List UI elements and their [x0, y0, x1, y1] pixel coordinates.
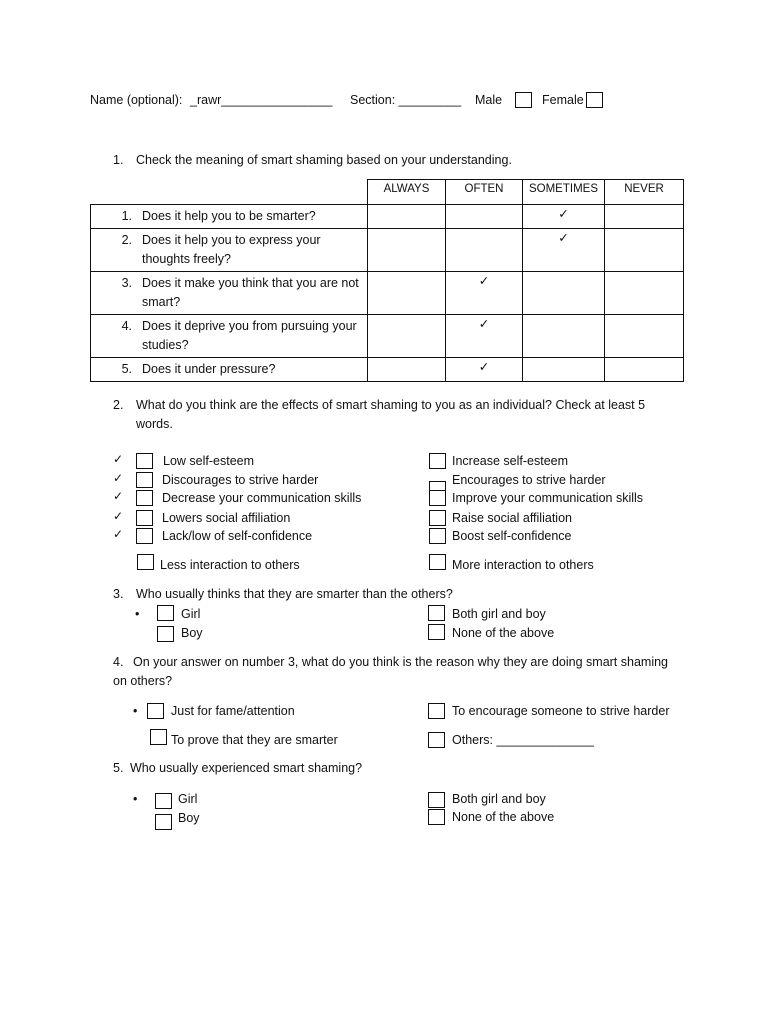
q1-cell-often[interactable]: [446, 229, 523, 272]
name-label: Name (optional):: [90, 93, 183, 107]
q1-col-always: ALWAYS: [368, 180, 446, 205]
q5-girl-checkbox[interactable]: [155, 793, 172, 809]
q2-option-label: Discourages to strive harder: [162, 473, 319, 487]
q1-cell-often[interactable]: [446, 205, 523, 229]
check-icon: ✓: [478, 274, 490, 288]
female-checkbox[interactable]: [586, 92, 603, 108]
q1-cell-often[interactable]: [446, 315, 523, 358]
check-icon: ✓: [113, 471, 124, 485]
table-row: [91, 358, 684, 382]
q4-option-label: To prove that they are smarter: [171, 733, 338, 747]
q2-option-label: Lowers social affiliation: [162, 511, 291, 525]
check-icon: ✓: [478, 317, 490, 331]
q2-prompt-line2: words.: [136, 417, 173, 431]
q2-increase-self-esteem-checkbox[interactable]: [429, 453, 446, 469]
q1-cell-sometimes[interactable]: [523, 272, 605, 315]
check-icon: ✓: [113, 452, 124, 466]
q2-option-label: Decrease your communication skills: [162, 491, 362, 505]
q3-girl-checkbox[interactable]: [157, 605, 174, 621]
q1-row-text: Does it help you to express your thoughts freely?: [142, 233, 321, 266]
check-icon: ✓: [113, 489, 124, 503]
q2-less-interaction-checkbox[interactable]: [137, 554, 154, 570]
q2-more-interaction-checkbox[interactable]: [429, 554, 446, 570]
table-row: [91, 229, 684, 272]
q1-cell-never[interactable]: [605, 205, 684, 229]
q1-row-number: 3.: [121, 276, 132, 290]
q3-option-label: None of the above: [452, 626, 555, 640]
q2-option-label: Increase self-esteem: [452, 454, 569, 468]
q4-encourage-checkbox[interactable]: [428, 703, 445, 719]
q2-discourages-checkbox[interactable]: [136, 472, 153, 488]
q4-others-field[interactable]: Others: ______________: [452, 733, 594, 747]
q1-table: [90, 179, 684, 382]
q5-option-label: None of the above: [452, 810, 555, 824]
check-icon: ✓: [113, 527, 124, 541]
q2-low-self-esteem-checkbox[interactable]: [136, 453, 153, 469]
q1-cell-often[interactable]: [446, 358, 523, 382]
q1-col-never: NEVER: [605, 180, 684, 205]
q1-cell-always[interactable]: [368, 205, 446, 229]
q1-cell-never[interactable]: [605, 315, 684, 358]
q1-col-sometimes: SOMETIMES: [523, 180, 605, 205]
q1-cell-sometimes[interactable]: [523, 315, 605, 358]
q4-option-label: Just for fame/attention: [171, 704, 295, 718]
q1-number: 1.: [113, 153, 124, 167]
section-field[interactable]: Section: _________: [350, 93, 462, 107]
q4-number: 4.: [113, 655, 124, 669]
q5-option-label: Both girl and boy: [452, 792, 546, 806]
q5-prompt: Who usually experienced smart shaming?: [130, 761, 363, 775]
q1-prompt: Check the meaning of smart shaming based on your understanding.: [136, 153, 512, 167]
q2-option-label: Boost self-confidence: [452, 529, 572, 543]
q4-prove-checkbox[interactable]: [150, 729, 167, 745]
bullet-icon: •: [133, 704, 138, 718]
q1-row-question: [91, 205, 368, 229]
q2-option-label: Less interaction to others: [160, 558, 300, 572]
q4-prompt-line2: on others?: [113, 674, 173, 688]
q2-decrease-communication-checkbox[interactable]: [136, 490, 153, 506]
q2-option-label: Improve your communication skills: [452, 491, 644, 505]
q3-none-checkbox[interactable]: [428, 624, 445, 640]
bullet-icon: •: [135, 607, 140, 621]
q1-cell-never[interactable]: [605, 229, 684, 272]
q1-cell-always[interactable]: [368, 229, 446, 272]
q1-row-question: [91, 272, 368, 315]
female-label: Female: [542, 93, 584, 107]
q1-row-question: [91, 358, 368, 382]
q2-number: 2.: [113, 398, 124, 412]
q3-boy-checkbox[interactable]: [157, 626, 174, 642]
name-field[interactable]: _rawr________________: [190, 93, 333, 107]
q1-header-blank: [91, 180, 368, 205]
q2-lack-confidence-checkbox[interactable]: [136, 528, 153, 544]
q1-row-text: Does it deprive you from pursuing your studies?: [142, 319, 357, 352]
q2-improve-communication-checkbox[interactable]: [429, 490, 446, 506]
check-icon: ✓: [558, 231, 569, 245]
q3-option-label: Girl: [181, 607, 201, 621]
table-row: [91, 272, 684, 315]
check-icon: ✓: [113, 509, 124, 523]
q1-row-question: [91, 315, 368, 358]
q1-cell-sometimes[interactable]: [523, 358, 605, 382]
male-checkbox[interactable]: [515, 92, 532, 108]
male-label: Male: [475, 93, 503, 107]
bullet-icon: •: [133, 792, 138, 806]
q1-row-number: 4.: [121, 319, 132, 333]
q4-option-label: To encourage someone to strive harder: [452, 704, 670, 718]
q5-number: 5.: [113, 761, 124, 775]
q1-cell-never[interactable]: [605, 358, 684, 382]
q1-col-often: OFTEN: [446, 180, 523, 205]
q2-raise-affiliation-checkbox[interactable]: [429, 510, 446, 526]
q1-cell-never[interactable]: [605, 272, 684, 315]
q3-prompt: Who usually thinks that they are smarter than the others?: [136, 587, 453, 601]
q1-row-number: 1.: [121, 209, 132, 223]
table-row: [91, 205, 684, 229]
q3-option-label: Both girl and boy: [452, 607, 546, 621]
q1-cell-sometimes[interactable]: [523, 205, 605, 229]
q5-boy-checkbox[interactable]: [155, 814, 172, 830]
q1-row-text: Does it make you think that you are not smart?: [142, 276, 359, 309]
table-row: [91, 315, 684, 358]
q1-row-number: 5.: [121, 362, 132, 376]
q4-others-checkbox[interactable]: [428, 732, 445, 748]
q3-option-label: Boy: [181, 626, 203, 640]
check-icon: ✓: [478, 360, 490, 374]
q5-option-label: Girl: [178, 792, 198, 806]
q1-cell-sometimes[interactable]: [523, 229, 605, 272]
q1-cell-always[interactable]: [368, 358, 446, 382]
q2-boost-confidence-checkbox[interactable]: [429, 528, 446, 544]
check-icon: ✓: [558, 207, 569, 221]
q2-lowers-affiliation-checkbox[interactable]: [136, 510, 153, 526]
q1-cell-always[interactable]: [368, 315, 446, 358]
q1-row-text: Does it help you to be smarter?: [142, 209, 316, 223]
q2-option-label: Encourages to strive harder: [452, 473, 606, 487]
q3-number: 3.: [113, 587, 124, 601]
q1-row-number: 2.: [121, 233, 132, 247]
q1-cell-always[interactable]: [368, 272, 446, 315]
q1-row-question: [91, 229, 368, 272]
q2-option-label: More interaction to others: [452, 558, 594, 572]
q4-fame-checkbox[interactable]: [147, 703, 164, 719]
q5-option-label: Boy: [178, 811, 200, 825]
q1-header-row: [91, 180, 684, 205]
q5-both-checkbox[interactable]: [428, 792, 445, 808]
q1-row-text: Does it under pressure?: [142, 362, 276, 376]
q2-option-label: Low self-esteem: [163, 454, 255, 468]
q1-cell-often[interactable]: [446, 272, 523, 315]
q2-option-label: Raise social affiliation: [452, 511, 572, 525]
q5-none-checkbox[interactable]: [428, 809, 445, 825]
q2-prompt-line1: What do you think are the effects of smart shaming to you as an individual? Check at least 5: [136, 398, 646, 412]
q4-prompt-line1: On your answer on number 3, what do you think is the reason why they are doing smart shaming: [133, 655, 669, 669]
q3-both-checkbox[interactable]: [428, 605, 445, 621]
q2-option-label: Lack/low of self-confidence: [162, 529, 313, 543]
